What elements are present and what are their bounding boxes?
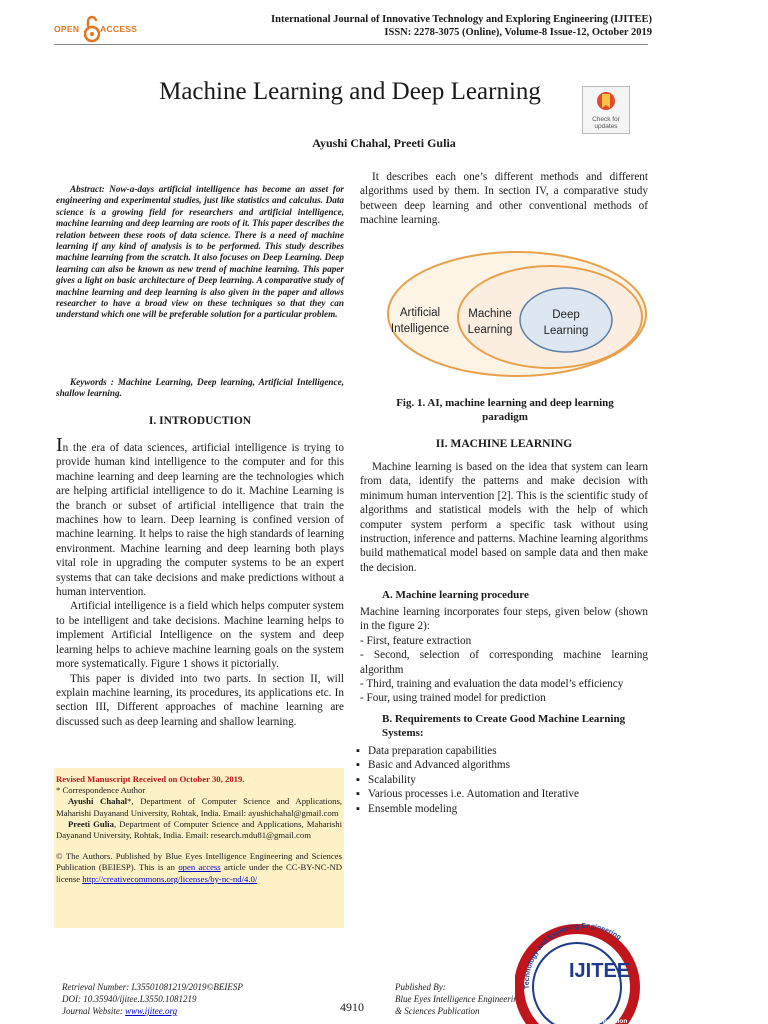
- published-by: Published By:: [395, 982, 446, 992]
- list-item-text: Scalability: [368, 773, 416, 786]
- ai-label-2: Intelligence: [390, 323, 450, 335]
- intro-paragraph-1: In the era of data sciences, artificial intelligence is trying to provide human kind intelligence to the computer and for this machine learning and deep learning are the technologies which are helping artificial intelligence to do it. Machine Learning is the branch or subset of artificial intelligence that train the machines how to learn. Deep learning is confined version of machine learning. It helps to raise the high standards of learning environment. Machine learning and deep learning both plays vital role in upgrading the computer systems to be an expert systems that can take decisions and make predictions without a human intervention.: [56, 434, 344, 599]
- ml-paragraph: Machine learning is based on the idea that system can learn from data, identify the patterns and make decision with minimum human intervention [2]. This is the scientific study of algorithms and statistical models with the help of which computer system perform a specific task without using instruction, inference and patterns. Machine learning algorithms build mathematical model based on sample data and then make the decision.: [360, 461, 648, 574]
- check-for-updates-badge[interactable]: [582, 86, 630, 134]
- open-access-logo: [54, 12, 144, 46]
- list-item-text: Various processes i.e. Automation and Iterative: [368, 788, 579, 801]
- open-access-link[interactable]: open access: [178, 862, 221, 873]
- footer-publisher: [395, 981, 522, 1017]
- paper-title: Machine Learning and Deep Learning: [159, 78, 541, 105]
- procedure-block: [360, 605, 648, 706]
- intro-paragraph-2: Artificial intelligence is a field which helps computer system to be intelligent and take decisions. Machine learning helps to implement Artificial Intelligence on the system and deep learning helps to achieve machine learning goals on the system more systematically. Figure 1 shows it pictorially.: [56, 600, 344, 671]
- subsection-a-heading: A. Machine learning procedure: [382, 589, 529, 601]
- journal-website: [62, 1005, 243, 1017]
- square-bullet-icon: ▪: [356, 802, 360, 815]
- open-access-right-text: ACCESS: [100, 24, 138, 34]
- list-item: [356, 758, 644, 772]
- manuscript-note-box: [54, 768, 344, 928]
- license-pre: © The Authors. Published by Blue Eyes Intelligence Engineering and Sciences Publication (BEIESP). This is an: [56, 851, 342, 873]
- subsection-b-heading: B. Requirements to Create Good Machine Learning Systems:: [382, 713, 626, 739]
- doi: DOI: 10.35940/ijitee.L3550.1081219: [62, 994, 197, 1004]
- retrieval-number: Retrieval Number: L35501081219/2019©BEIESP: [62, 982, 243, 992]
- section-2-heading: II. MACHINE LEARNING: [435, 438, 573, 450]
- revised-date: Revised Manuscript Received on October 30, 2019.: [56, 774, 245, 784]
- procedure-step: - Second, selection of corresponding machine learning algorithm: [360, 649, 648, 676]
- logo-ring-text: Exploring Innovation: [562, 1018, 628, 1024]
- open-access-left-text: OPEN: [54, 24, 80, 34]
- author-1-name: Ayushi Chahal: [68, 796, 128, 807]
- open-access-lock-icon: [84, 13, 100, 45]
- logo-arc-textpath: Technology and Exploring Engineering: [523, 922, 623, 990]
- license-url-link[interactable]: http://creativecommons.org/licenses/by-nc-nd/4.0/: [82, 873, 258, 884]
- dl-label-2: Learning: [543, 325, 589, 337]
- figure-caption: Fig. 1. AI, machine learning and deep learning paradigm: [396, 397, 614, 423]
- list-item: [356, 773, 644, 787]
- list-item-text: Ensemble modeling: [368, 802, 458, 815]
- footer-retrieval-info: [62, 981, 243, 1017]
- ijitee-logo: [515, 915, 650, 1024]
- list-item-text: Data preparation capabilities: [368, 745, 497, 757]
- publisher-line-2: & Sciences Publication: [395, 1006, 480, 1016]
- procedure-step: - First, feature extraction: [360, 634, 472, 647]
- license-text: [56, 851, 342, 885]
- requirements-list: [356, 744, 644, 816]
- website-link[interactable]: www.ijitee.org: [125, 1006, 178, 1016]
- list-item: [356, 802, 644, 816]
- journal-header: [212, 13, 652, 39]
- machine-learning-body: [360, 460, 648, 575]
- journal-name: International Journal of Innovative Technology and Exploring Engineering (IJITEE): [271, 14, 652, 25]
- page-number: 4910: [340, 1000, 364, 1014]
- paper-authors: Ayushi Chahal, Preeti Gulia: [312, 136, 456, 150]
- author-2-affiliation: [56, 819, 342, 841]
- square-bullet-icon: ▪: [356, 773, 360, 786]
- list-item-text: Basic and Advanced algorithms: [368, 759, 510, 772]
- author-2-detail: , Department of Computer Science and Applications, Maharishi Dayanand University, Rohtak, India. Email: research.mdu81@gmail.com: [56, 818, 342, 841]
- dl-label-1: Deep: [552, 309, 580, 321]
- intro-paragraph-3: This paper is divided into two parts. In section II, will explain machine learning, its procedures, its applications etc. In section III, Different approaches of machine learning are discussed such as deep learning and shallow learning.: [56, 672, 344, 728]
- keywords: Keywords : Machine Learning, Deep learning, Artificial Intelligence, shallow learning.: [56, 377, 344, 399]
- square-bullet-icon: ▪: [356, 788, 360, 801]
- square-bullet-icon: ▪: [356, 745, 360, 757]
- list-item: [356, 787, 644, 801]
- right-intro: [360, 170, 648, 228]
- square-bullet-icon: ▪: [356, 759, 360, 772]
- correspondence-note: * Correspondence Author: [56, 785, 146, 796]
- introduction-body: [56, 434, 344, 729]
- logo-wordmark: IJITEE: [569, 960, 631, 982]
- bookmark-icon: [596, 91, 616, 115]
- ml-label-2: Learning: [467, 324, 513, 336]
- procedure-intro: Machine learning incorporates four steps, given below (shown in the figure 2):: [360, 606, 648, 633]
- journal-issn: ISSN: 2278-3075 (Online), Volume-8 Issue-12, October 2019: [384, 27, 652, 38]
- procedure-step: - Third, training and evaluation the data model’s efficiency: [360, 678, 624, 691]
- author-1-detail: *, Department of Computer Science and Applications, Maharishi Dayanand University, Rohtak, India. Email: ayushichahal@gmail.com: [56, 796, 342, 818]
- procedure-step: - Four, using trained model for prediction: [360, 692, 546, 705]
- list-item: [356, 744, 644, 758]
- ml-label-1: Machine: [468, 308, 512, 320]
- check-for-updates-label: Check for updates: [592, 116, 620, 130]
- author-1-affiliation: [56, 796, 342, 818]
- ai-ml-dl-figure: [386, 250, 648, 378]
- abstract: Abstract: Now-a-days artificial intelligence has become an asset for engineering and experimental studies, just like statistics and calculus. Data science is a growing field for researchers and artificial intelligence, machine learning and deep learning are roots of it. This paper describes the relation between these roots of data science. There is a need of machine learning if any kind of analysis is to be performed. This study describes machine learning from the scratch. It also focuses on Deep Learning. Deep learning can also be known as new trend of machine learning. This paper gives a light on basic architecture of Deep learning. A comparative study of machine learning and deep learning is also given in the paper and allows researcher to have a broad view on these techniques so that they can understand which one will be preferable solution for a particular problem.: [56, 184, 344, 320]
- ai-label-1: Artificial: [399, 307, 441, 319]
- logo-inner-circle: [533, 943, 621, 1024]
- author-2-name: Preeti Gulia: [68, 818, 114, 829]
- right-intro-paragraph: It describes each one’s different methods and different algorithms used by them. In section IV, a comparative study between deep learning and other conventional methods of machine learning.: [360, 171, 648, 227]
- header-rule: [54, 44, 648, 45]
- publisher-line-1: Blue Eyes Intelligence Engineering: [395, 994, 523, 1004]
- website-label: Journal Website:: [62, 1006, 126, 1016]
- license-mid: article under the CC-BY-NC-ND license: [56, 862, 343, 884]
- section-1-heading: I. INTRODUCTION: [148, 415, 252, 427]
